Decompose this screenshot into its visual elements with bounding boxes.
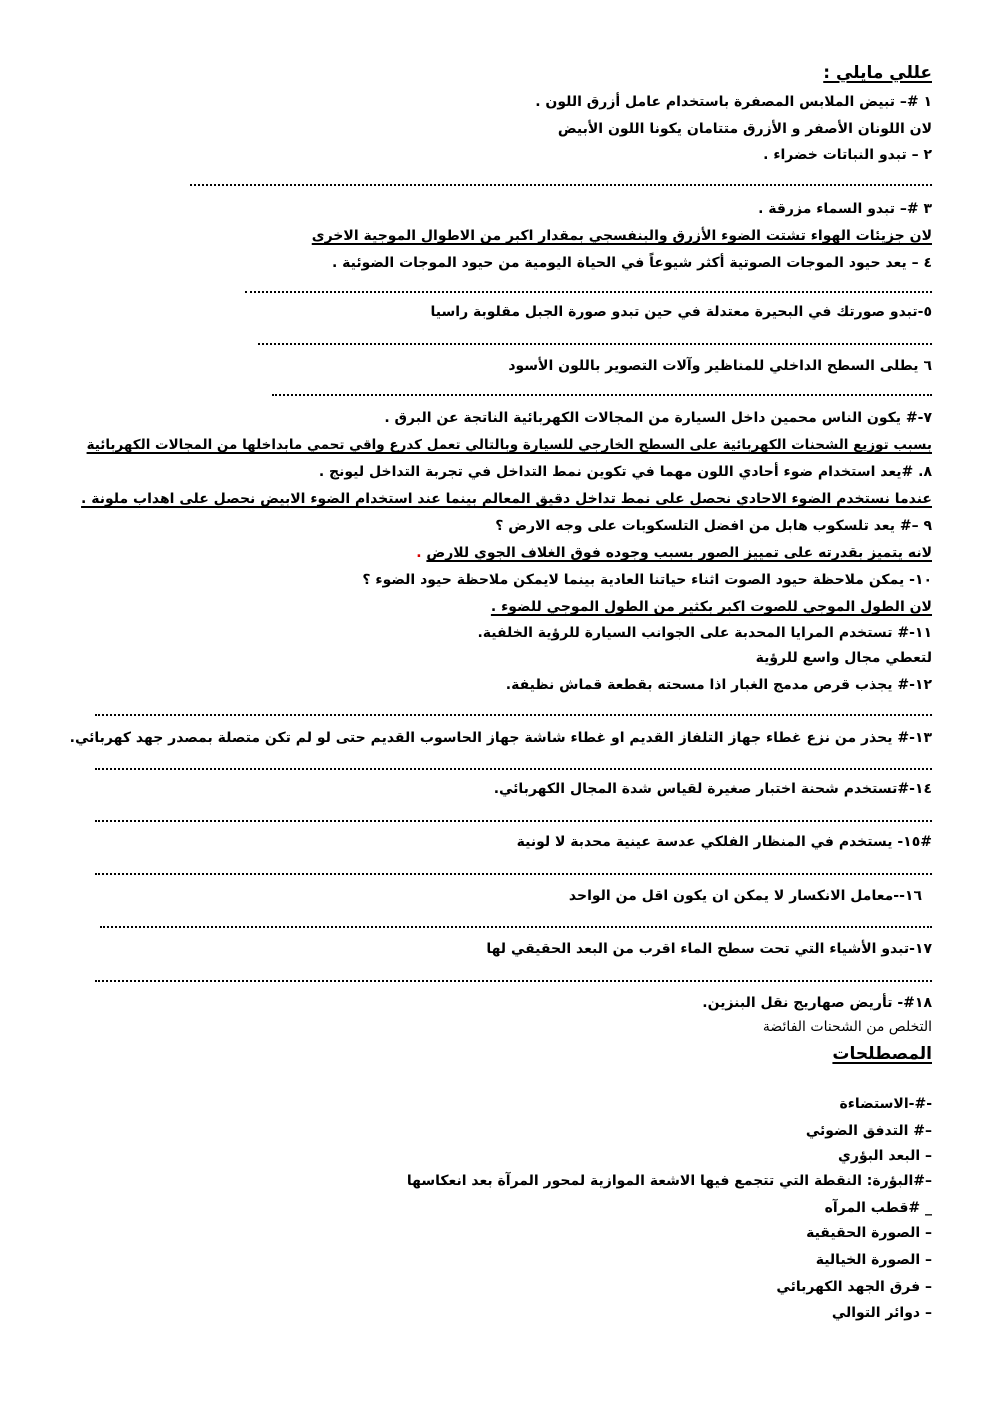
answer-11: لتعطي مجال واسع للرؤية <box>755 650 932 666</box>
question-5: ٥-تبدو صورتك في البحيرة معتدلة في حين تبدو صورة الجبل مقلوبة راسيا <box>430 304 932 320</box>
page-heading: عللي مايلي : <box>823 63 932 83</box>
term-item: _ #قطب المرآه <box>824 1200 932 1216</box>
answer-9-row <box>416 543 932 563</box>
term-item: –# التدفق الضوئي <box>805 1123 932 1139</box>
question-17: ١٧-تبدو الأشياء التي تحت سطح الماء اقرب من البعد الحقيقي لها <box>486 941 932 957</box>
answer-3: لان جزيئات الهواء تشتت الضوء الأزرق والبنفسجي بمقدار اكبر من الاطوال الموجية الاخرى <box>311 228 932 244</box>
term-item: –#البؤرة: النقطة التي تتجمع فيها الاشعة الموازية لمحور المرآة بعد انعكاسها <box>406 1173 932 1189</box>
question-9: ٩ –# يعد تلسكوب هابل من افضل التلسكوبات على وجه الارض ؟ <box>495 518 932 534</box>
answer-9-dot: . <box>416 545 422 561</box>
question-2: ٢ – تبدو النباتات خضراء . <box>763 147 932 163</box>
terms-heading: المصطلحات <box>832 1044 932 1064</box>
question-16: ١٦--معامل الانكسار لا يمكن ان يكون اقل من الواحد <box>568 888 922 904</box>
answer-18: التخلص من الشحنات الفائضة <box>762 1019 932 1035</box>
answer-7: بسبب توزيع الشحنات الكهربائية على السطح الخارجي للسيارة وبالتالي تعمل كدرع واقي تحمي مابداخلها من المجالات الكهربائية <box>86 437 932 453</box>
question-6: ٦ يطلى السطح الداخلي للمناظير وآلات التصوير باللون الأسود <box>508 358 932 374</box>
question-1: ١ #– تبيض الملابس المصفرة باستخدام عامل أزرق اللون . <box>535 94 932 110</box>
term-item: -#-الاستضاءة <box>839 1096 932 1112</box>
term-item: – فرق الجهد الكهربائي <box>776 1279 932 1295</box>
answer-line-14 <box>95 820 932 822</box>
answer-line-2 <box>190 184 932 186</box>
term-item: – الصورة الحقيقية <box>806 1225 932 1241</box>
question-11: ١١-# تستخدم المرايا المحدبة على الجوانب السيارة للرؤية الخلفية. <box>477 625 932 641</box>
question-12: ١٢-# يجذب قرص مدمج الغبار اذا مسحته بقطعة قماش نظيفة. <box>505 677 932 693</box>
question-14: ١٤-#تستخدم شحنة اختبار صغيرة لقياس شدة المجال الكهربائي. <box>493 781 932 797</box>
question-4: ٤ – يعد حيود الموجات الصوتية أكثر شيوعاً في الحياة اليومية من حيود الموجات الضوئية . <box>331 255 932 271</box>
answer-line-13 <box>95 768 932 770</box>
answer-line-12 <box>95 714 932 716</box>
answer-line-15 <box>95 873 932 875</box>
answer-line-5 <box>258 343 932 345</box>
question-8: ٨. #يعد استخدام ضوء أحادي اللون مهما في تكوين نمط التداخل في تجربة التداخل ليونج . <box>318 464 932 480</box>
answer-line-6 <box>272 394 932 396</box>
answer-line-16 <box>100 926 932 928</box>
answer-10: لان الطول الموجي للصوت اكبر بكثير من الطول الموجي للضوء . <box>490 599 932 615</box>
answer-line-4 <box>245 291 932 293</box>
answer-8: عندما نستخدم الضوء الاحادي نحصل على نمط تداخل دقيق المعالم بينما عند استخدام الضوء الابيض نحصل على اهداب ملونة . <box>81 491 932 507</box>
answer-9: لانه يتميز بقدرته على تمييز الصور بسبب وجوده فوق الغلاف الجوي للارض <box>426 545 932 561</box>
answer-line-17 <box>95 980 932 982</box>
question-10: ١٠- يمكن ملاحظة حيود الصوت اثناء حياتنا العادية بينما لايمكن ملاحظة حيود الضوء ؟ <box>362 572 932 588</box>
question-7: ٧-# يكون الناس محمين داخل السيارة من المجالات الكهربائية الناتجة عن البرق . <box>384 410 932 426</box>
term-item: – دوائر التوالي <box>831 1305 932 1321</box>
question-18: ١٨#- تأريض صهاريج نقل البنزين. <box>702 995 932 1011</box>
term-item: – الصورة الخيالية <box>815 1252 932 1268</box>
question-13: ١٣-# يحذر من نزع غطاء جهاز التلفاز القديم او غطاء شاشة جهاز الحاسوب القديم حتى لو لم تكن متصلة بمصدر جهد كهربائي. <box>69 730 932 746</box>
question-3: ٣ #– تبدو السماء مزرقة . <box>758 201 932 217</box>
question-15: #١٥- يستخدم في المنظار الفلكي عدسة عينية محدبة لا لونية <box>516 834 932 850</box>
answer-1: لان اللونان الأصفر و الأزرق متتامان يكونا اللون الأبيض <box>557 121 932 137</box>
term-item: – البعد البؤري <box>838 1148 932 1164</box>
